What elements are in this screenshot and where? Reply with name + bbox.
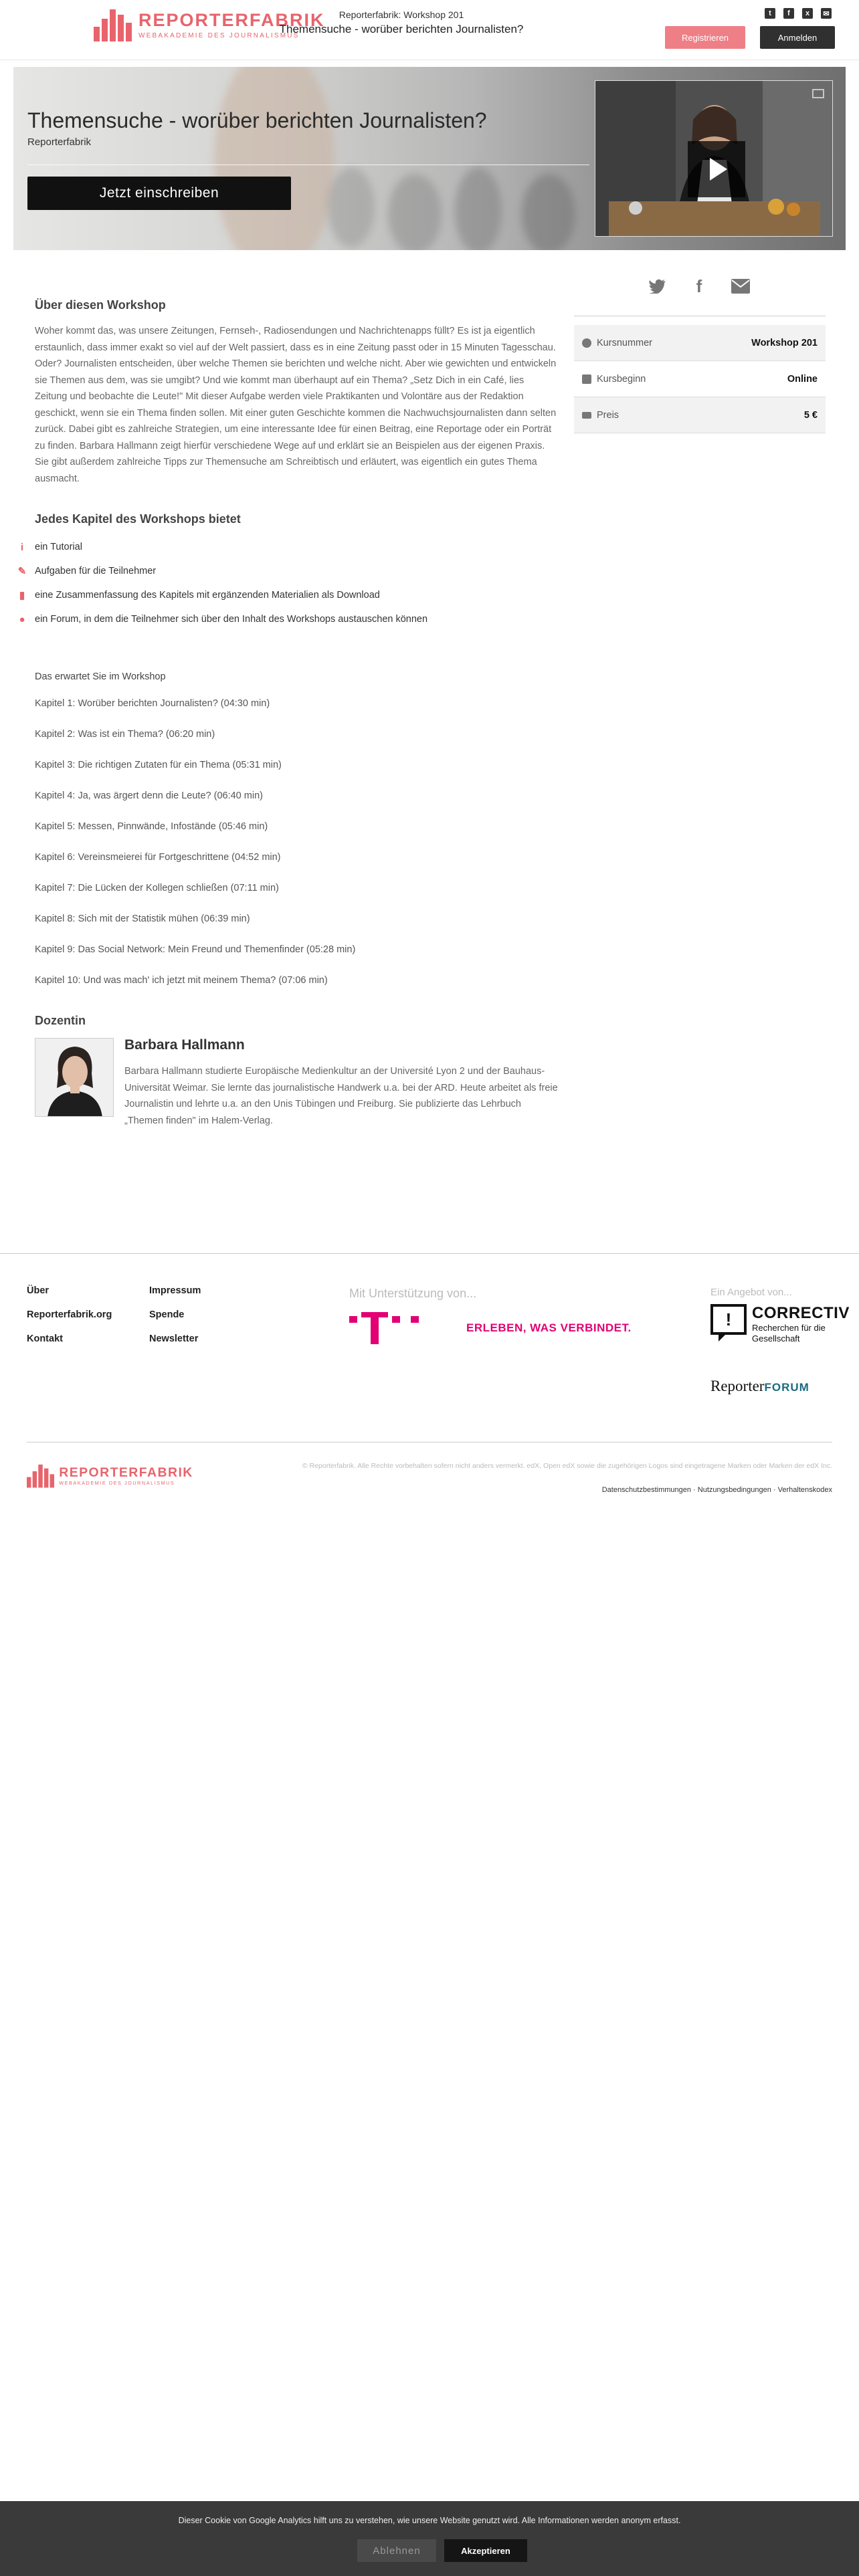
edit-icon: ✎	[17, 566, 27, 577]
header-subtitle: Reporterfabrik: Workshop 201	[339, 9, 464, 20]
footer-link-reporterfabrik-org[interactable]: Reporterfabrik.org	[27, 1309, 112, 1320]
feature-label: Aufgaben für die Teilnehmer	[35, 566, 157, 576]
play-icon	[710, 158, 727, 181]
course-hero	[13, 67, 846, 250]
correctiv-tagline-2: Gesellschaft	[752, 1333, 800, 1344]
footer-links-col1	[27, 1285, 112, 1358]
money-icon	[582, 412, 591, 419]
cookie-banner	[0, 2501, 859, 2576]
course-number-label: Kursnummer	[597, 337, 652, 348]
chapter-item: Kapitel 4: Ja, was ärgert denn die Leute? (06:40 min)	[35, 790, 263, 801]
logo-name: REPORTERFABRIK	[138, 10, 325, 30]
login-button[interactable]: Anmelden	[760, 26, 835, 49]
hero-background-figure	[328, 167, 375, 247]
offer-label: Ein Angebot von...	[710, 1287, 792, 1298]
about-heading: Über diesen Workshop	[35, 298, 166, 312]
header-title: Themensuche - worüber berichten Journalisten?	[279, 23, 524, 35]
cookie-accept-button[interactable]: Akzeptieren	[444, 2539, 527, 2562]
feature-item	[16, 607, 427, 631]
feature-label: eine Zusammenfassung des Kapitels mit ergänzenden Materialien als Download	[35, 590, 380, 601]
facebook-icon[interactable]: f	[783, 8, 794, 19]
chapter-item: Kapitel 10: Und was mach' ich jetzt mit meinem Thema? (07:06 min)	[35, 975, 328, 986]
chapter-item: Kapitel 2: Was ist ein Thema? (06:20 min)	[35, 729, 215, 740]
hero-background-figure	[522, 174, 575, 250]
legal-link-code-of-conduct[interactable]: Verhaltenskodex	[777, 1486, 832, 1494]
document-icon: ▮	[19, 590, 25, 601]
header-course-info	[268, 8, 535, 37]
hero-background-figure	[388, 174, 442, 250]
telekom-slogan: ERLEBEN, WAS VERBINDET.	[466, 1321, 632, 1334]
chapter-item: Kapitel 9: Das Social Network: Mein Freund und Themenfinder (05:28 min)	[35, 944, 356, 955]
course-details	[574, 325, 826, 433]
footer-link-contact[interactable]: Kontakt	[27, 1333, 63, 1344]
chapter-item: Kapitel 7: Die Lücken der Kollegen schließen (07:11 min)	[35, 883, 279, 893]
chapters-heading: Das erwartet Sie im Workshop	[35, 671, 166, 682]
hero-title: Themensuche - worüber berichten Journalisten?	[27, 108, 487, 132]
hero-author: Reporterfabrik	[27, 136, 92, 148]
logo-mark-icon	[27, 1465, 54, 1488]
footer-link-about[interactable]: Über	[27, 1285, 50, 1296]
price-value: 5 €	[803, 409, 818, 421]
legal-link-terms[interactable]: Nutzungsbedingungen	[697, 1486, 771, 1494]
features-list	[16, 535, 427, 631]
correctiv-logo[interactable]	[710, 1304, 850, 1344]
footer-link-imprint[interactable]: Impressum	[149, 1285, 201, 1296]
forum-part1: Reporter	[710, 1378, 765, 1394]
chapter-list	[35, 698, 355, 1006]
teacher-portrait	[35, 1039, 114, 1117]
footer-link-newsletter[interactable]: Newsletter	[149, 1333, 199, 1344]
twitter-icon[interactable]: t	[765, 8, 775, 19]
teacher-name: Barbara Hallmann	[124, 1037, 245, 1053]
footer-links-col2	[149, 1285, 201, 1358]
chapter-item: Kapitel 8: Sich mit der Statistik mühen (06:39 min)	[35, 914, 250, 924]
teacher-heading: Dozentin	[35, 1014, 86, 1027]
price-label: Preis	[597, 409, 619, 421]
correctiv-icon: !	[710, 1304, 747, 1335]
teacher-avatar	[35, 1038, 114, 1117]
play-button[interactable]	[688, 141, 745, 197]
footer-link-donate[interactable]: Spende	[149, 1309, 185, 1320]
logo-tagline: WEBAKADEMIE DES JOURNALISMUS	[59, 1481, 175, 1487]
features-heading: Jedes Kapitel des Workshops bietet	[35, 512, 241, 526]
course-video[interactable]	[595, 80, 833, 237]
fullscreen-icon[interactable]	[812, 89, 824, 98]
calendar-icon	[582, 374, 591, 384]
correctiv-tagline-1: Recherchen für die	[752, 1323, 826, 1333]
course-start-value: Online	[787, 373, 818, 385]
course-number-row	[574, 325, 826, 361]
telekom-logo-icon[interactable]	[349, 1312, 423, 1346]
teacher-bio: Barbara Hallmann studierte Europäische Medienkultur an der Université Lyon 2 und der Bauhaus-Universität Weimar. Sie lernte das journalistische Handwerk u.a. bei der ARD. Heute arbeitet als freie Journalistin und lehrte u.a. an den Unis Tübingen und Freiburg. Sie publizierte das Lehrbuch „Themen finden" im Halem-Verlag.	[124, 1066, 558, 1126]
feature-item	[16, 583, 427, 607]
course-number-value: Workshop 201	[751, 337, 818, 348]
mail-icon[interactable]: ✉	[821, 8, 832, 19]
chapter-item: Kapitel 3: Die richtigen Zutaten für ein Thema (05:31 min)	[35, 760, 282, 770]
course-start-label: Kursbeginn	[597, 373, 646, 385]
xing-icon[interactable]: x	[802, 8, 813, 19]
logo-mark-icon	[94, 9, 132, 41]
logo-name: REPORTERFABRIK	[59, 1465, 193, 1480]
cookie-decline-button[interactable]: Ablehnen	[357, 2539, 436, 2562]
hero-background-figure	[455, 167, 502, 250]
footer-divider	[0, 1253, 859, 1254]
legal-links: Datenschutzbestimmungen · Nutzungsbedingungen · Verhaltenskodex	[601, 1486, 832, 1494]
site-header	[0, 0, 859, 60]
facebook-icon[interactable]: f	[696, 276, 702, 296]
price-row	[574, 397, 826, 433]
support-label: Mit Unterstützung von...	[349, 1287, 477, 1300]
cookie-text: Dieser Cookie von Google Analytics hilft uns zu verstehen, wie unsere Website genutzt wird. Alle Informationen werden anonym erfasst.	[178, 2516, 681, 2525]
header-social-links	[765, 8, 832, 19]
info-icon	[582, 338, 591, 348]
twitter-icon[interactable]	[648, 277, 667, 296]
register-button[interactable]: Registrieren	[665, 26, 745, 49]
info-icon: i	[20, 541, 24, 553]
chat-icon: ●	[19, 613, 25, 625]
hero-background-figure	[214, 67, 335, 250]
course-start-row	[574, 361, 826, 397]
about-description: Woher kommt das, was unsere Zeitungen, Fernseh-, Radiosendungen und Nachrichtenapps füllt? Es ist ja eigentlich erstaunlich, dass immer exakt so viel auf der Welt passiert, dass es in eine Zeitung passt oder in 15 Minuten Tagesschau. Oder? Journalisten entscheiden, über welche Themen sie berichten und welche nicht. Aber wie gewichten und entwickeln sie Themen aus dem, was sie umgibt? Und wie kommt man überhaupt auf ein Thema? „Setz Dich in ein Café, lies Zeitung und beobachte die Leute!" Mit dieser Aufgabe werden viele Praktikanten und Volontäre aus der Redaktion geschickt, wenn sie ein Thema finden sollen. Mit einer guten Geschichte kommen die Nachwuchsjournalisten dann selten zurück. Dabei gibt es zahlreiche Strategien, um eine interessante Idee für einen Beitrag, eine Reportage oder ein Porträt zu finden. Barbara Hallmann zeigt hierfür verschiedene Wege auf und erklärt sie an Beispielen aus der eigenen Praxis. Sie gibt außerdem zahlreiche Tipps zur Themensuche am Schreibtisch und erläutert, was eigentlich ein gutes Thema ausmacht.	[35, 326, 557, 484]
feature-item	[16, 559, 427, 583]
feature-item	[16, 535, 427, 559]
correctiv-name: CORRECTIV	[752, 1304, 850, 1322]
feature-label: ein Tutorial	[35, 542, 82, 552]
legal-link-privacy[interactable]: Datenschutzbestimmungen	[601, 1486, 691, 1494]
logo-tagline: WEBAKADEMIE DES JOURNALISMUS	[138, 32, 300, 39]
chapter-item: Kapitel 6: Vereinsmeierei für Fortgeschrittene (04:52 min)	[35, 852, 281, 863]
chapter-item: Kapitel 1: Worüber berichten Journalisten? (04:30 min)	[35, 698, 270, 709]
copyright-text: © Reporterfabrik. Alle Rechte vorbehalten sofern nicht anders vermerkt. edX, Open edX sowie die zugehörigen Logos sind eingetragene Marken oder Marken der edX Inc.	[302, 1462, 832, 1470]
feature-label: ein Forum, in dem die Teilnehmer sich über den Inhalt des Workshops austauschen können	[35, 614, 428, 625]
footer-logo[interactable]	[27, 1465, 193, 1488]
reporterforum-logo[interactable]	[710, 1378, 809, 1395]
enroll-button[interactable]: Jetzt einschreiben	[27, 177, 291, 210]
chapter-item: Kapitel 5: Messen, Pinnwände, Infostände (05:46 min)	[35, 821, 268, 832]
forum-part2: FORUM	[764, 1381, 809, 1394]
share-links	[648, 277, 750, 296]
mail-icon[interactable]	[731, 277, 750, 296]
